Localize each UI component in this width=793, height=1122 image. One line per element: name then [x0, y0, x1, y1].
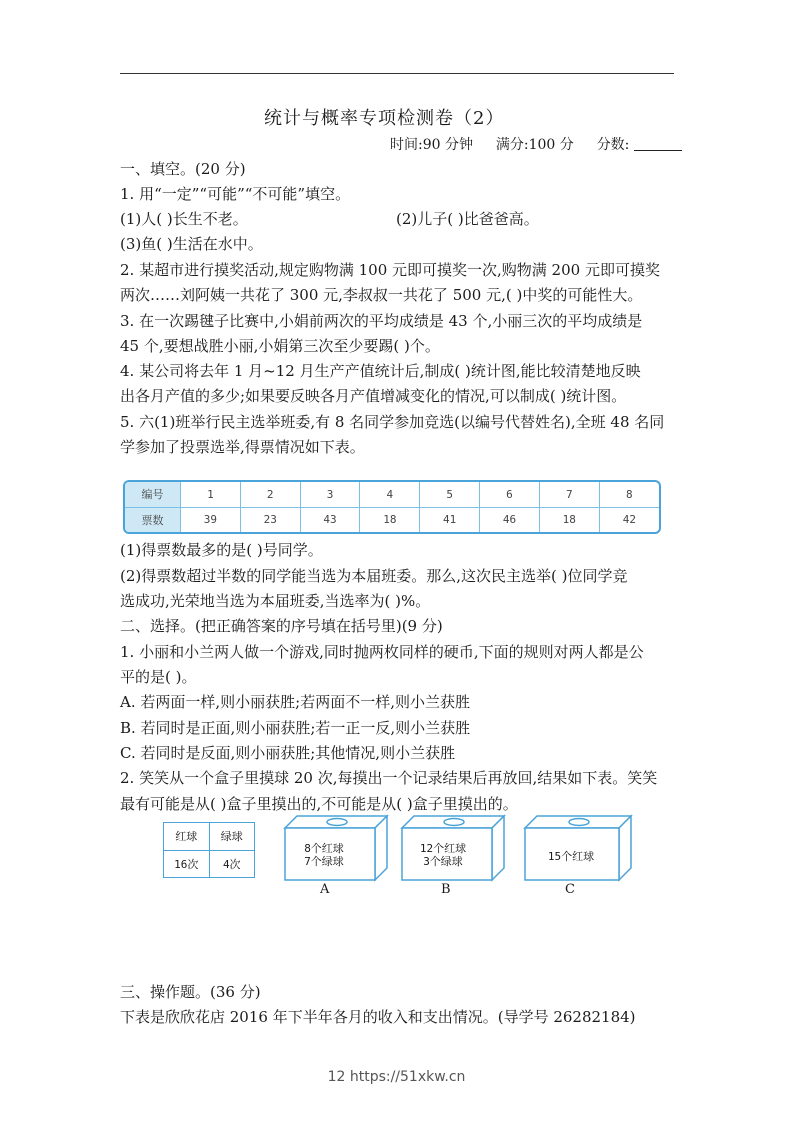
box-a-line2: 7个绿球 [304, 855, 344, 868]
vote-table-row-votes [125, 507, 659, 532]
q4-line1: 4. 某公司将去年 1 月~12 月生产产值统计后,制成( )统计图,能比较清楚地反映 [120, 362, 641, 380]
q5-line2: 学参加了投票选举,得票情况如下表。 [120, 438, 365, 456]
q2-line1: 2. 某超市进行摸奖活动,规定购物满 100 元即可摸奖一次,购物满 200 元即可摸奖 [120, 261, 660, 279]
section2-heading: 二、选择。(把正确答案的序号填在括号里)(9 分) [120, 617, 443, 635]
vote-number-cell: 4 [360, 482, 420, 507]
section1-heading: 一、填空。(20 分) [120, 160, 246, 178]
s2-q2-line2: 最有可能是从( )盒子里摸出的,不可能是从( )盒子里摸出的。 [120, 795, 518, 813]
q5-a: (1)得票数最多的是( )号同学。 [120, 541, 323, 559]
s2-q1-line1: 1. 小丽和小兰两人做一个游戏,同时抛两枚同样的硬币,下面的规则对两人都是公 [120, 643, 644, 661]
vote-number-cell: 8 [599, 482, 659, 507]
vote-number-cell: 1 [181, 482, 241, 507]
vote-number-cell: 6 [480, 482, 540, 507]
score-blank[interactable] [634, 136, 682, 151]
ball-result-table [163, 822, 255, 878]
vote-number-cell: 5 [420, 482, 480, 507]
q1-a: (1)人( )长生不老。 [120, 210, 248, 228]
section3-heading: 三、操作题。(36 分) [120, 983, 261, 1001]
full-score-label: 满分:100 分 [495, 137, 574, 153]
vote-count-cell: 18 [360, 507, 420, 532]
vote-count-cell: 23 [240, 507, 300, 532]
box-a-line1: 8个红球 [304, 842, 344, 855]
vote-count-cell: 46 [480, 507, 540, 532]
section3-intro: 下表是欣欣花店 2016 年下半年各月的收入和支出情况。(导学号 26282184) [120, 1008, 636, 1026]
q3-line1: 3. 在一次踢毽子比赛中,小娟前两次的平均成绩是 43 个,小丽三次的平均成绩是 [120, 312, 643, 330]
s2-q2-line1: 2. 笑笑从一个盒子里摸球 20 次,每摸出一个记录结果后再放回,结果如下表。笑笑 [120, 769, 658, 787]
page-footer[interactable]: 12 https://51xkw.cn [327, 1069, 466, 1085]
vote-table-header-votes: 票数 [125, 507, 181, 532]
vote-count-cell: 43 [300, 507, 360, 532]
box-a-label: A [320, 882, 330, 897]
s2-q1-line2: 平的是( )。 [120, 668, 197, 686]
page-title: 统计与概率专项检测卷（2） [264, 108, 505, 129]
box-b-line1: 12个红球 [419, 842, 467, 855]
option-a: A. 若两面一样,则小丽获胜;若两面不一样,则小兰获胜 [120, 693, 470, 711]
header-rule [120, 73, 674, 74]
q3-line2: 45 个,要想战胜小丽,小娟第三次至少要踢( )个。 [120, 337, 440, 355]
vote-number-cell: 7 [539, 482, 599, 507]
q1-text: 1. 用“一定”“可能”“不可能”填空。 [120, 185, 351, 203]
option-c: C. 若同时是反面,则小丽获胜;其他情况,则小兰获胜 [120, 744, 456, 762]
box-b-line2: 3个绿球 [423, 855, 463, 868]
time-label: 时间:90 分钟 [390, 137, 473, 153]
vote-count-cell: 41 [420, 507, 480, 532]
q5-line1: 5. 六(1)班举行民主选举班委,有 8 名同学参加竞选(以编号代替姓名),全班 48 名同 [120, 413, 665, 431]
q5-b-line1: (2)得票数超过半数的同学能当选为本届班委。那么,这次民主选举( )位同学竞 [120, 567, 628, 585]
green-ball-count: 4次 [209, 850, 255, 878]
box-a-contents [290, 842, 358, 868]
vote-count-cell: 18 [539, 507, 599, 532]
red-ball-header: 红球 [164, 823, 210, 851]
green-ball-header: 绿球 [209, 823, 255, 851]
vote-number-cell: 2 [240, 482, 300, 507]
vote-table-header-number: 编号 [125, 482, 181, 507]
vote-table-row-number [125, 482, 659, 507]
box-c-contents [530, 850, 612, 863]
box-c-line1: 15个红球 [547, 850, 595, 863]
q5-b-line2: 选成功,光荣地当选为本届班委,当选率为( )%。 [120, 592, 431, 610]
vote-table [123, 480, 661, 534]
score-label: 分数: [596, 137, 630, 153]
q1-b: (2)儿子( )比爸爸高。 [396, 210, 539, 228]
q1-c: (3)鱼( )生活在水中。 [120, 235, 263, 253]
vote-count-cell: 42 [599, 507, 659, 532]
box-c [525, 816, 631, 880]
time-info [390, 134, 682, 154]
box-c-label: C [565, 882, 575, 897]
box-b-contents [407, 842, 479, 868]
q4-line2: 出各月产值的多少;如果要反映各月产值增减变化的情况,可以制成( )统计图。 [120, 387, 627, 405]
red-ball-count: 16次 [164, 850, 210, 878]
box-b-label: B [441, 882, 451, 897]
q2-line2: 两次……刘阿姨一共花了 300 元,李叔叔一共花了 500 元,( )中奖的可能性大。 [120, 286, 643, 304]
vote-count-cell: 39 [181, 507, 241, 532]
vote-number-cell: 3 [300, 482, 360, 507]
option-b: B. 若同时是正面,则小丽获胜;若一正一反,则小兰获胜 [120, 719, 471, 737]
